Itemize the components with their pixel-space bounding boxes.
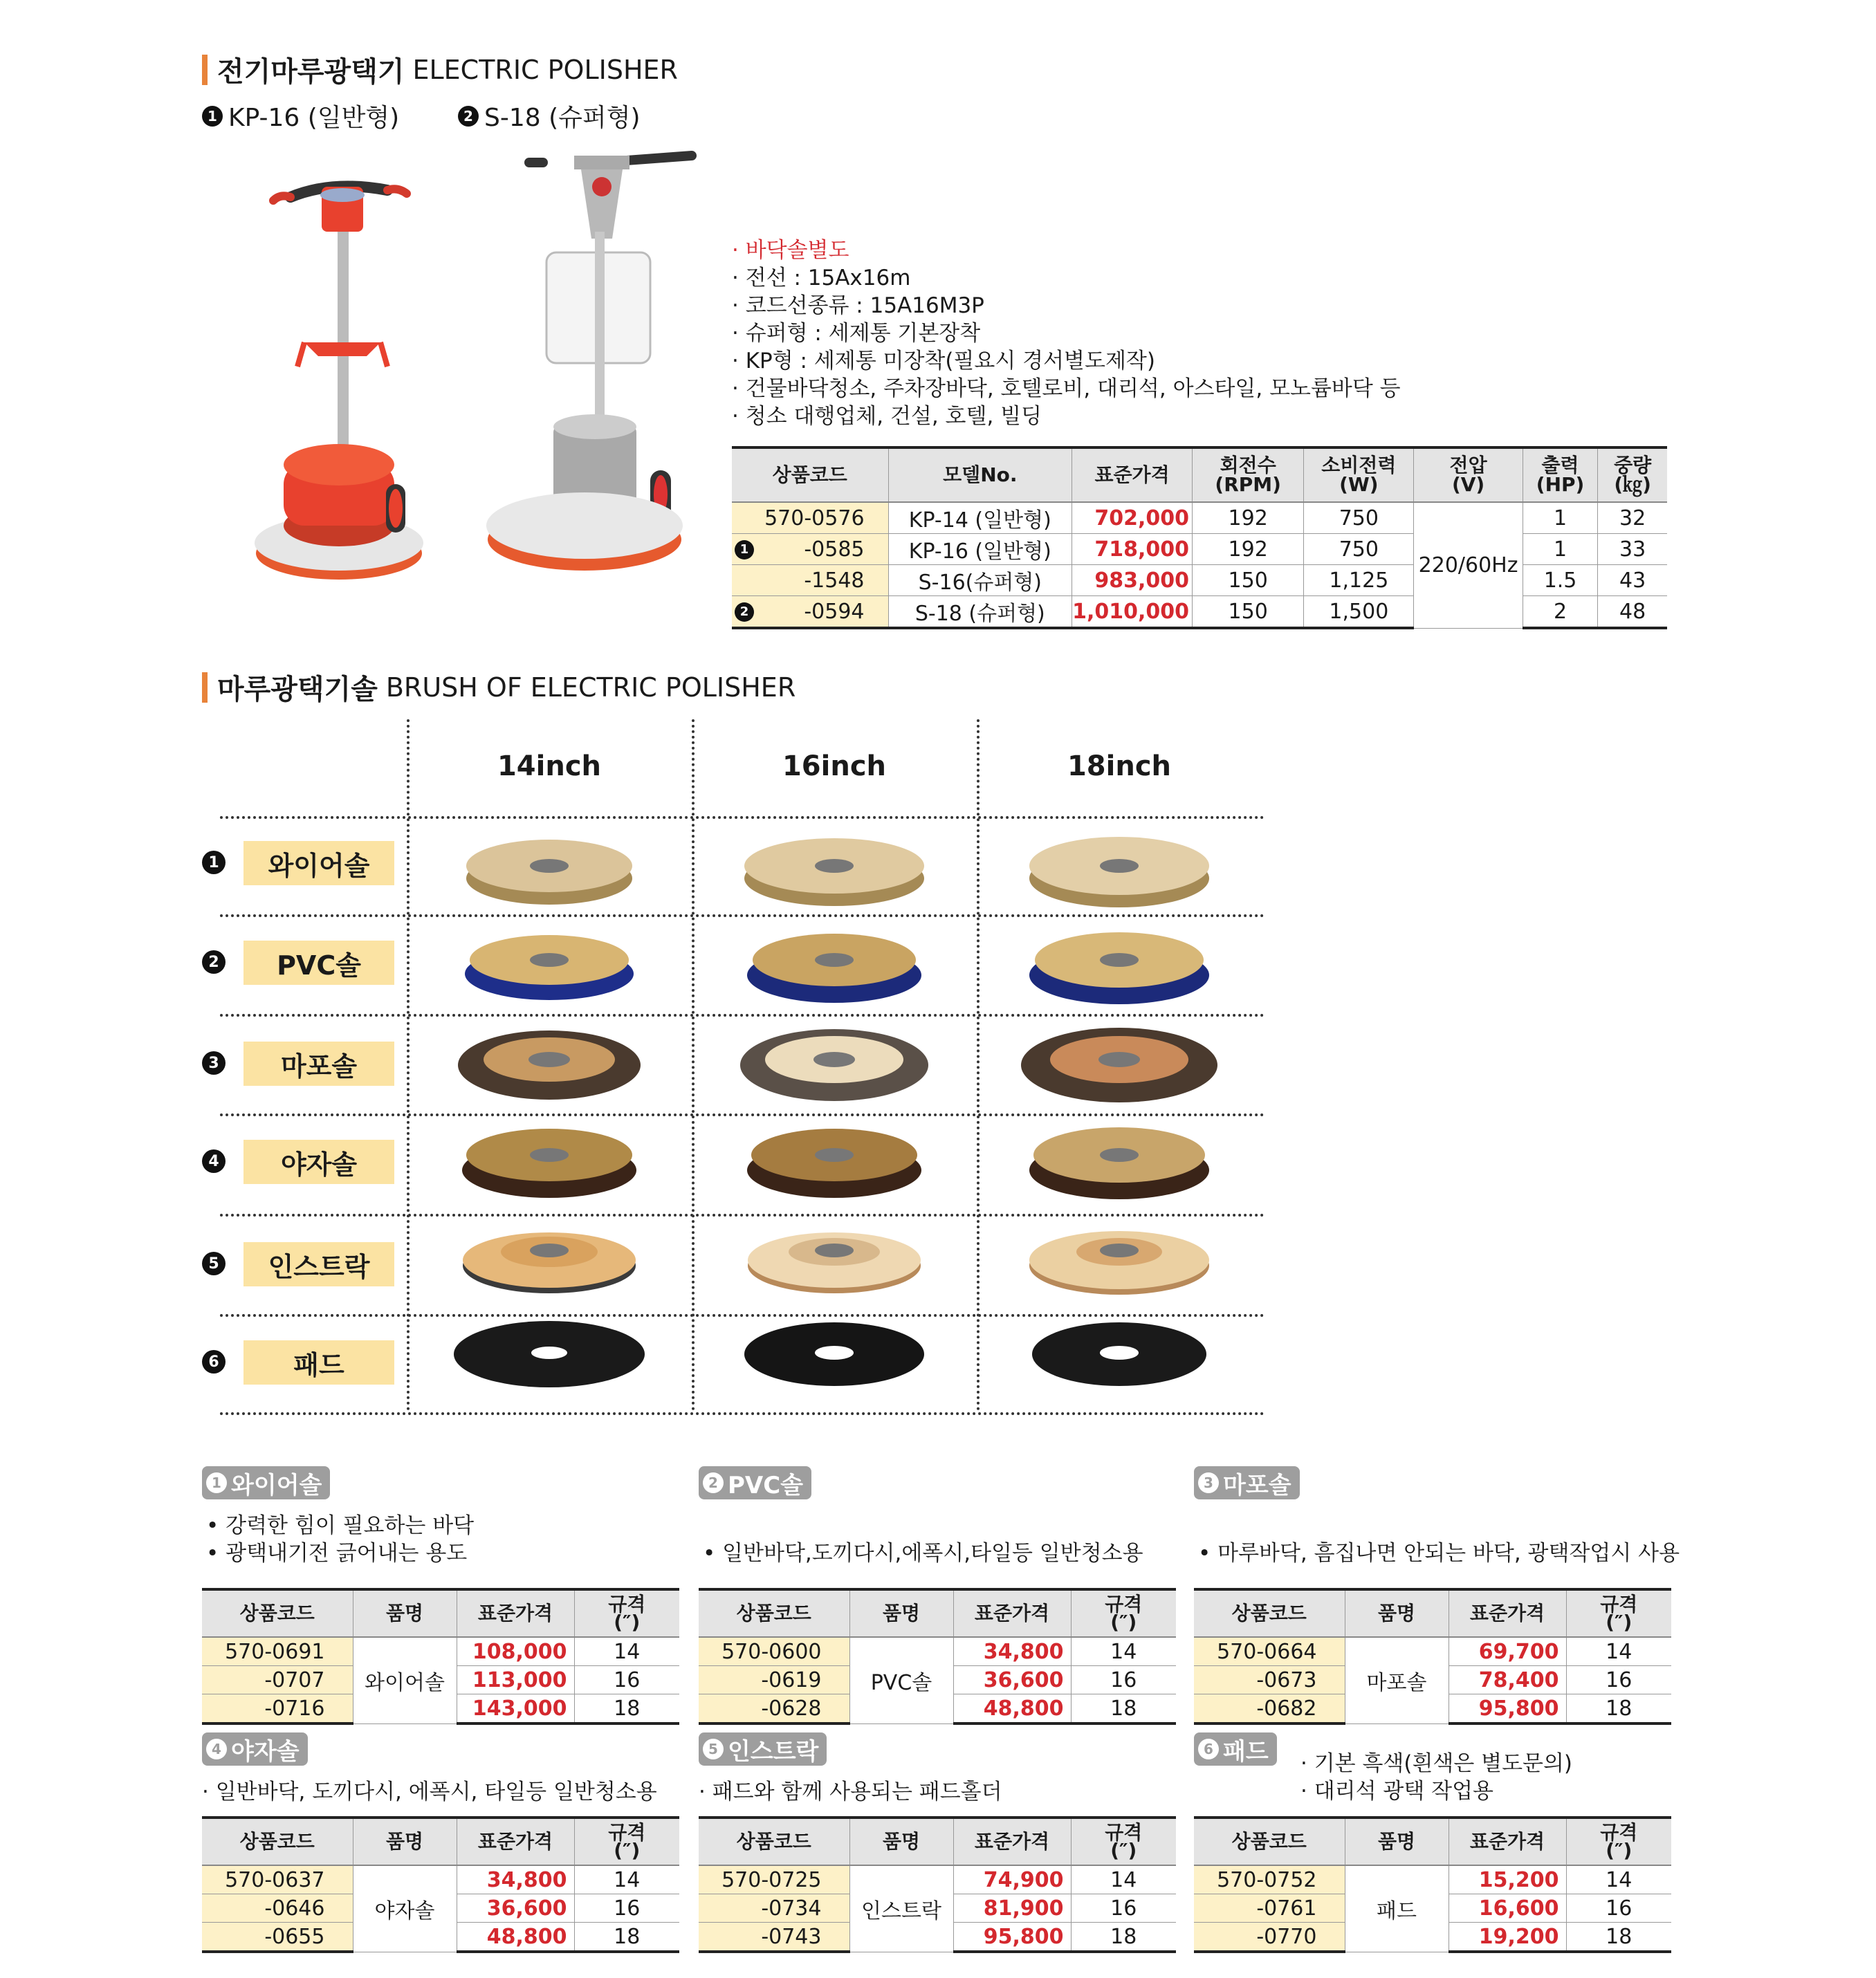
code-cell: -0655 (202, 1923, 353, 1952)
number-badge: 4 (202, 1149, 226, 1173)
grid-divider (220, 1412, 1265, 1415)
brush-row-label: 패드 (243, 1340, 394, 1385)
price-cell: 15,200 (1449, 1865, 1566, 1894)
section-title-brush (202, 667, 796, 707)
watt-cell: 1,500 (1304, 596, 1414, 629)
product-table-pvc (699, 1588, 1176, 1725)
model-cell: S-16(슈퍼형) (888, 565, 1072, 596)
kg-cell: 33 (1598, 534, 1667, 565)
code-cell: -0716 (202, 1694, 353, 1724)
model-cell: KP-16 (일반형) (888, 534, 1072, 565)
pvc-brush-14-image (465, 935, 634, 1000)
product-note: · 대리석 광택 작업용 (1300, 1779, 1493, 1804)
price-cell: 74,900 (953, 1865, 1071, 1894)
size-cell: 16 (574, 1666, 679, 1694)
header-power: 소비전력 (W) (1304, 447, 1414, 502)
model-label-text: S-18 (슈퍼형) (484, 104, 641, 132)
hp-cell: 1.5 (1523, 565, 1597, 596)
number-badge: 3 (1198, 1472, 1219, 1493)
title-accent-bar (202, 55, 208, 85)
brush-row-label: PVC솔 (243, 941, 394, 985)
product-note: · 패드와 함께 사용되는 패드홀더 (699, 1780, 1002, 1804)
number-badge: 5 (202, 1252, 226, 1275)
header-price: 표준가격 (457, 1818, 574, 1865)
code-cell: -0707 (202, 1666, 353, 1694)
product-block-pad (1194, 1732, 1277, 1766)
code-cell: 570-0752 (1194, 1865, 1345, 1894)
product-table-mop (1194, 1588, 1671, 1725)
product-badge: 2 PVC솔 (699, 1466, 811, 1499)
number-badge: 2 (703, 1472, 724, 1493)
product-badge: 6 패드 (1194, 1732, 1277, 1766)
price-cell: 718,000 (1072, 534, 1193, 565)
brush-row-label: 야자솔 (243, 1140, 394, 1184)
size-cell: 18 (1566, 1923, 1671, 1952)
number-badge: 6 (202, 1350, 226, 1374)
section-title-ko: 전기마루광택기 (217, 56, 405, 88)
number-badge: 6 (1198, 1739, 1219, 1759)
header-spec: 규격 (″) (574, 1589, 679, 1637)
size-cell: 14 (574, 1637, 679, 1666)
price-cell: 16,600 (1449, 1894, 1566, 1923)
price-cell: 95,800 (1449, 1694, 1566, 1724)
price-cell: 36,600 (953, 1666, 1071, 1694)
code-cell: -0646 (202, 1894, 353, 1923)
table-row (699, 1865, 1176, 1894)
note-customers: · 청소 대행업체, 건설, 호텔, 빌딩 (732, 404, 1042, 429)
code-cell: 570-0637 (202, 1865, 353, 1894)
model-cell: S-18 (슈퍼형) (888, 596, 1072, 629)
model-label-text: KP-16 (일반형) (228, 104, 400, 132)
price-cell: 34,800 (457, 1865, 574, 1894)
table-row (732, 534, 1667, 565)
table-row (732, 502, 1667, 534)
price-cell: 19,200 (1449, 1923, 1566, 1952)
price-cell: 702,000 (1072, 502, 1193, 534)
price-cell: 48,800 (953, 1694, 1071, 1724)
number-badge: 1 (202, 851, 226, 874)
product-note: • 일반바닥,도끼다시,에폭시,타일등 일반청소용 (703, 1541, 1143, 1566)
spec-header-row (732, 447, 1667, 502)
header-price: 표준가격 (953, 1818, 1071, 1865)
brush-row-label: 인스트락 (243, 1242, 394, 1286)
product-note: • 강력한 힘이 필요하는 바닥 (206, 1513, 475, 1538)
table-row (699, 1637, 1176, 1666)
watt-cell: 750 (1304, 534, 1414, 565)
number-badge: 2 (458, 106, 479, 127)
product-notes-pad (1300, 1750, 1572, 1805)
product-badge: 3 마포솔 (1194, 1466, 1300, 1499)
mop-brush-14-image (458, 1030, 641, 1100)
code-cell: -0619 (699, 1666, 849, 1694)
size-label-14: 14inch (497, 750, 602, 782)
pad-18-image (1032, 1322, 1206, 1386)
number-badge: 2 (202, 950, 226, 974)
header-code: 상품코드 (1194, 1818, 1345, 1865)
pad-16-image (744, 1322, 924, 1386)
hp-cell: 2 (1523, 596, 1597, 629)
voltage-cell: 220/60Hz (1414, 502, 1523, 628)
size-cell: 18 (1566, 1694, 1671, 1724)
code-cell: -0743 (699, 1923, 849, 1952)
header-price: 표준가격 (457, 1589, 574, 1637)
number-badge: 4 (206, 1739, 227, 1759)
palm-brush-14-image (462, 1129, 636, 1198)
size-cell: 14 (1071, 1637, 1176, 1666)
product-note: · 일반바닥, 도끼다시, 에폭시, 타일등 일반청소용 (202, 1780, 657, 1804)
section-title-ko: 마루광택기솔 (217, 674, 378, 705)
price-cell: 34,800 (953, 1637, 1071, 1666)
price-cell: 69,700 (1449, 1637, 1566, 1666)
kg-cell: 48 (1598, 596, 1667, 629)
table-row (1194, 1637, 1671, 1666)
size-cell: 18 (574, 1923, 679, 1952)
product-badge: 4 야자솔 (202, 1732, 308, 1766)
size-cell: 16 (1566, 1894, 1671, 1923)
product-note: • 광택내기전 긁어내는 용도 (206, 1541, 468, 1566)
section-title-polisher (202, 50, 678, 89)
palm-brush-18-image (1029, 1127, 1209, 1199)
palm-brush-16-image (747, 1129, 921, 1198)
s18-polisher-image (477, 149, 699, 584)
wire-brush-18-image (1029, 837, 1209, 907)
price-cell: 108,000 (457, 1637, 574, 1666)
title-accent-bar (202, 672, 208, 703)
rpm-cell: 192 (1193, 534, 1304, 565)
model-label-2 (458, 98, 641, 133)
price-cell: 81,900 (953, 1894, 1071, 1923)
brush-image-grid (407, 816, 1265, 1412)
watt-cell: 750 (1304, 502, 1414, 534)
header-spec: 규격 (″) (574, 1818, 679, 1865)
code-cell: 570-0725 (699, 1865, 849, 1894)
number-badge: 3 (202, 1051, 226, 1075)
header-code: 상품코드 (699, 1589, 849, 1637)
section-title-en: ELECTRIC POLISHER (412, 54, 678, 85)
size-label-18: 18inch (1067, 750, 1172, 782)
product-block-mop (1194, 1466, 1680, 1567)
code-cell: -0734 (699, 1894, 849, 1923)
code-cell: 570-0691 (202, 1637, 353, 1666)
product-note: • 마루바닥, 흠집나면 안되는 바닥, 광택작업시 사용 (1198, 1541, 1680, 1566)
brush-row-label: 마포솔 (243, 1042, 394, 1086)
wire-brush-14-image (466, 840, 632, 905)
price-cell: 48,800 (457, 1923, 574, 1952)
header-name: 품명 (353, 1589, 457, 1637)
header-price: 표준가격 (1072, 447, 1193, 502)
mop-brush-16-image (740, 1029, 928, 1101)
header-name: 품명 (849, 1818, 953, 1865)
product-badge: 1 와이어솔 (202, 1466, 330, 1499)
table-row (202, 1637, 679, 1666)
brush-row-label: 와이어솔 (243, 841, 394, 885)
header-weight: 중량 (㎏) (1598, 447, 1667, 502)
header-spec: 규격 (″) (1071, 1818, 1176, 1865)
size-cell: 14 (1566, 1865, 1671, 1894)
rpm-cell: 150 (1193, 565, 1304, 596)
code-cell: -1548 (732, 565, 888, 596)
header-model: 모델No. (888, 447, 1072, 502)
product-block-wire (202, 1466, 474, 1567)
hp-cell: 1 (1523, 534, 1597, 565)
product-table-palm (202, 1816, 679, 1953)
table-row (732, 596, 1667, 629)
rpm-cell: 192 (1193, 502, 1304, 534)
price-cell: 78,400 (1449, 1666, 1566, 1694)
header-rpm: 회전수 (RPM) (1193, 447, 1304, 502)
price-cell: 1,010,000 (1072, 596, 1193, 629)
kg-cell: 43 (1598, 565, 1667, 596)
size-cell: 14 (1071, 1865, 1176, 1894)
code-cell: 570-0600 (699, 1637, 849, 1666)
size-cell: 18 (574, 1694, 679, 1724)
wire-brush-16-image (744, 838, 924, 906)
code-cell: 1 -0585 (732, 534, 888, 565)
size-cell: 18 (1071, 1694, 1176, 1724)
note-super-type: · 슈퍼형 : 세제통 기본장착 (732, 321, 981, 346)
product-table-pad (1194, 1816, 1671, 1953)
product-table-instalock (699, 1816, 1176, 1953)
code-cell: -0761 (1194, 1894, 1345, 1923)
code-cell: -0682 (1194, 1694, 1345, 1724)
code-cell: -0673 (1194, 1666, 1345, 1694)
size-cell: 16 (1071, 1666, 1176, 1694)
header-code: 상품코드 (699, 1818, 849, 1865)
rpm-cell: 150 (1193, 596, 1304, 629)
note-uses: · 건물바닥청소, 주차장바닥, 호텔로비, 대리석, 아스타일, 모노륨바닥 등 (732, 376, 1401, 401)
instalock-18-image (1029, 1231, 1209, 1295)
header-spec: 규격 (″) (1566, 1589, 1671, 1637)
header-code: 상품코드 (732, 447, 888, 502)
price-cell: 143,000 (457, 1694, 574, 1724)
name-cell: 야자솔 (353, 1865, 457, 1952)
number-badge: 1 (202, 106, 223, 127)
header-code: 상품코드 (202, 1589, 353, 1637)
note-kp-type: · KP형 : 세제통 미장착(필요시 경서별도제작) (732, 349, 1155, 373)
pvc-brush-18-image (1029, 932, 1209, 1004)
size-cell: 14 (574, 1865, 679, 1894)
name-cell: 패드 (1345, 1865, 1449, 1952)
product-block-instalock (699, 1732, 1002, 1806)
name-cell: 와이어솔 (353, 1637, 457, 1723)
note-cable: · 전선 : 15Ax16m (732, 266, 911, 290)
table-row (202, 1865, 679, 1894)
price-cell: 36,600 (457, 1894, 574, 1923)
name-cell: PVC솔 (849, 1637, 953, 1723)
header-price: 표준가격 (953, 1589, 1071, 1637)
header-code: 상품코드 (1194, 1589, 1345, 1637)
code-cell: 2 -0594 (732, 596, 888, 629)
hp-cell: 1 (1523, 502, 1597, 534)
number-badge: 1 (206, 1472, 227, 1493)
name-cell: 인스트락 (849, 1865, 953, 1952)
size-cell: 16 (574, 1894, 679, 1923)
header-hp: 출력 (HP) (1523, 447, 1597, 502)
header-name: 품명 (849, 1589, 953, 1637)
number-badge: 2 (735, 602, 754, 622)
pad-14-image (454, 1321, 645, 1387)
polisher-notes (732, 237, 1401, 430)
instalock-14-image (463, 1232, 636, 1293)
size-label-16: 16inch (782, 750, 887, 782)
size-cell: 14 (1566, 1637, 1671, 1666)
pvc-brush-16-image (747, 934, 921, 1003)
code-cell: -0770 (1194, 1923, 1345, 1952)
header-spec: 규격 (″) (1566, 1818, 1671, 1865)
product-table-wire (202, 1588, 679, 1725)
header-name: 품명 (1345, 1818, 1449, 1865)
size-cell: 16 (1566, 1666, 1671, 1694)
header-price: 표준가격 (1449, 1589, 1566, 1637)
header-voltage: 전압 (V) (1414, 447, 1523, 502)
model-cell: KP-14 (일반형) (888, 502, 1072, 534)
price-cell: 95,800 (953, 1923, 1071, 1952)
instalock-16-image (748, 1232, 921, 1293)
kp16-polisher-image (249, 166, 429, 581)
header-name: 품명 (353, 1818, 457, 1865)
number-badge: 5 (703, 1739, 724, 1759)
price-cell: 983,000 (1072, 565, 1193, 596)
watt-cell: 1,125 (1304, 565, 1414, 596)
header-price: 표준가격 (1449, 1818, 1566, 1865)
code-cell: -0628 (699, 1694, 849, 1724)
header-code: 상품코드 (202, 1818, 353, 1865)
polisher-spec-table (732, 446, 1667, 629)
section-title-en: BRUSH OF ELECTRIC POLISHER (385, 672, 796, 703)
size-cell: 16 (1071, 1894, 1176, 1923)
model-label-1 (202, 98, 399, 133)
header-name: 품명 (1345, 1589, 1449, 1637)
product-note: · 기본 흑색(흰색은 별도문의) (1300, 1751, 1573, 1776)
number-badge: 1 (735, 540, 754, 560)
note-brush-separate: · 바닥솔별도 (732, 238, 849, 263)
name-cell: 마포솔 (1345, 1637, 1449, 1723)
header-spec: 규격 (″) (1071, 1589, 1176, 1637)
size-cell: 18 (1071, 1923, 1176, 1952)
mop-brush-18-image (1021, 1028, 1217, 1102)
code-cell: 570-0576 (732, 502, 888, 534)
product-block-palm (202, 1732, 657, 1806)
note-cord-type: · 코드선종류 : 15A16M3P (732, 293, 984, 318)
price-cell: 113,000 (457, 1666, 574, 1694)
table-row (1194, 1865, 1671, 1894)
code-cell: 570-0664 (1194, 1637, 1345, 1666)
kg-cell: 32 (1598, 502, 1667, 534)
table-row (732, 565, 1667, 596)
product-badge: 5 인스트락 (699, 1732, 827, 1766)
product-block-pvc (699, 1466, 1143, 1567)
